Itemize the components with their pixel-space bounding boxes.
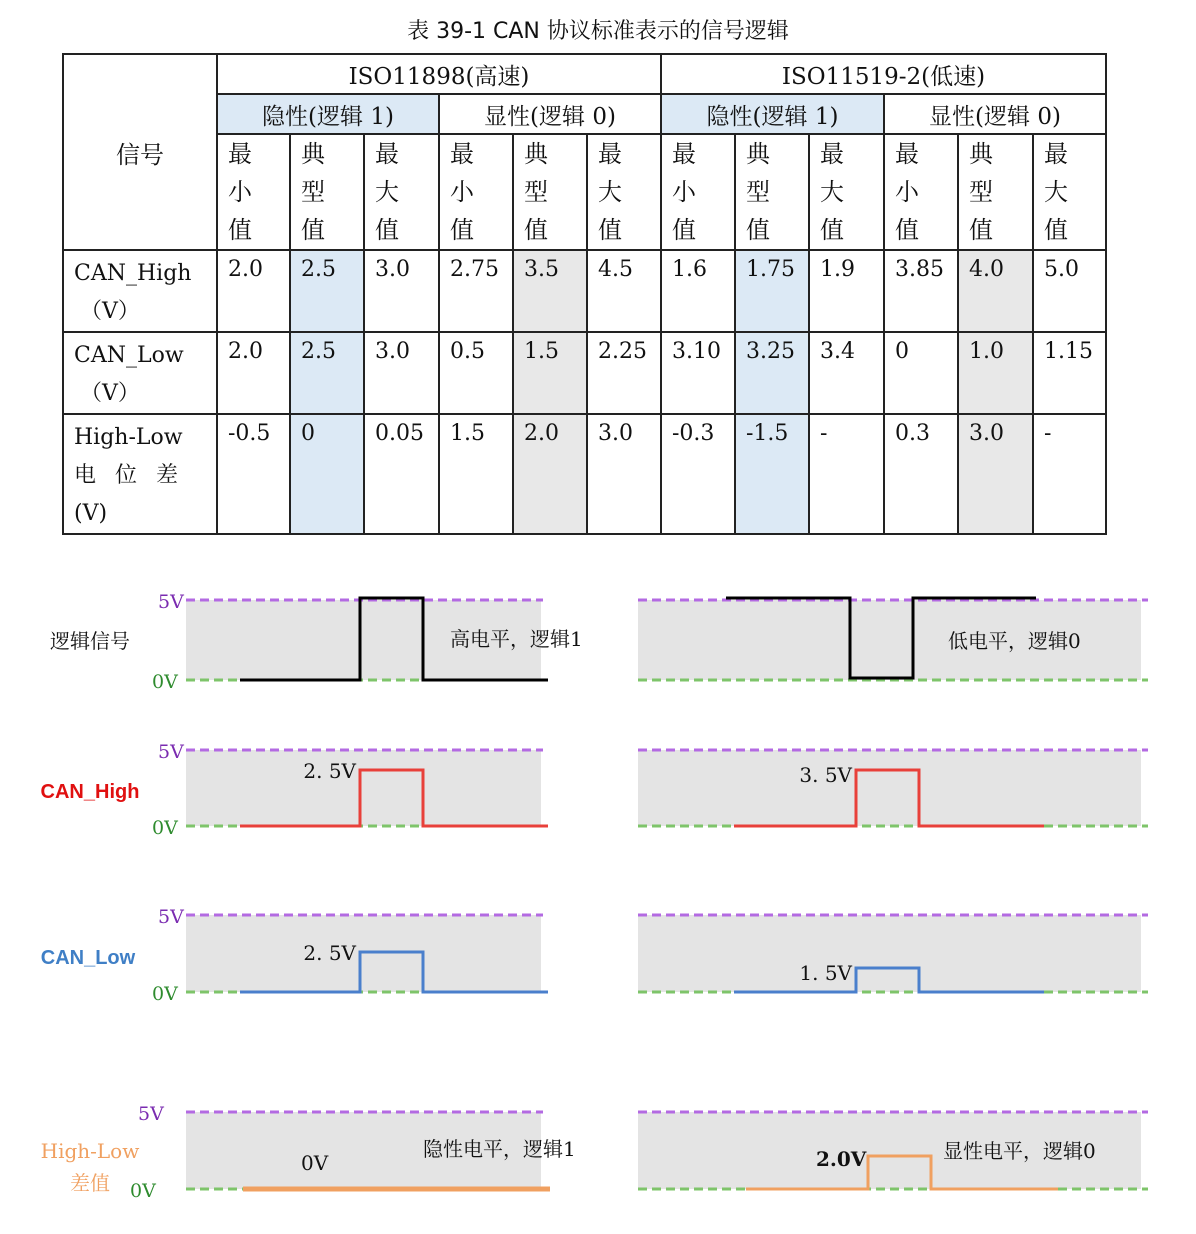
table-cell: 0 bbox=[884, 332, 958, 414]
table-cell: 1.0 bbox=[958, 332, 1033, 414]
table-cell: 2.75 bbox=[439, 250, 513, 332]
stat-char: 值 bbox=[375, 216, 399, 244]
row-label bbox=[63, 250, 217, 332]
stat-char: 值 bbox=[1044, 216, 1068, 244]
stat-char: 大 bbox=[1044, 178, 1068, 206]
left-band bbox=[186, 750, 541, 826]
stat-char: 值 bbox=[524, 216, 548, 244]
row-label bbox=[63, 332, 217, 414]
stat-char: 最 bbox=[820, 140, 844, 168]
stat-char: 型 bbox=[301, 178, 325, 206]
stat-header-0-0 bbox=[217, 134, 290, 250]
stat-char: 型 bbox=[969, 178, 993, 206]
row-label-line: （V） bbox=[80, 381, 140, 406]
stat-char: 值 bbox=[450, 216, 474, 244]
table-cell: 3.25 bbox=[735, 332, 809, 414]
right-note: 显性电平，逻辑0 bbox=[943, 1139, 1096, 1163]
table-cell: -0.5 bbox=[217, 414, 290, 534]
zero-volt-label: 0V bbox=[152, 983, 178, 1005]
right-level: 1. 5V bbox=[799, 961, 852, 985]
stat-char: 最 bbox=[228, 140, 252, 168]
table-cell: 3.10 bbox=[661, 332, 735, 414]
left-level: 0V bbox=[301, 1151, 329, 1175]
table-row bbox=[63, 332, 1106, 414]
stat-char: 小 bbox=[228, 178, 252, 206]
left-level: 2. 5V bbox=[303, 759, 356, 783]
table-cell: 0 bbox=[290, 414, 364, 534]
row-label-line: CAN_High bbox=[74, 261, 192, 286]
row-name-can-high: CAN_High bbox=[40, 781, 140, 803]
row-label-line: 电 位 差 bbox=[74, 463, 184, 488]
table-cell: 3.4 bbox=[809, 332, 884, 414]
table-cell: 3.0 bbox=[587, 414, 661, 534]
level-recessive-high-speed: 隐性(逻辑 1) bbox=[217, 94, 439, 134]
table-row bbox=[63, 250, 1106, 332]
table-cell: 5.0 bbox=[1033, 250, 1106, 332]
table-cell: 2.5 bbox=[290, 332, 364, 414]
stat-char: 值 bbox=[746, 216, 770, 244]
row-name-diff: 差值 bbox=[70, 1171, 110, 1195]
level-dominant-high-speed: 显性(逻辑 0) bbox=[439, 94, 661, 134]
table-cell: 1.15 bbox=[1033, 332, 1106, 414]
stat-char: 小 bbox=[450, 178, 474, 206]
left-note: 高电平，逻辑1 bbox=[450, 627, 583, 651]
stat-char: 典 bbox=[301, 140, 325, 168]
stat-header-2-1 bbox=[735, 134, 809, 250]
stat-char: 型 bbox=[746, 178, 770, 206]
stat-char: 值 bbox=[598, 216, 622, 244]
stat-char: 大 bbox=[820, 178, 844, 206]
stat-char: 值 bbox=[228, 216, 252, 244]
stat-char: 大 bbox=[375, 178, 399, 206]
right-level: 3. 5V bbox=[799, 763, 852, 787]
zero-volt-label: 0V bbox=[130, 1180, 156, 1202]
stat-char: 小 bbox=[895, 178, 919, 206]
stat-header-0-1 bbox=[290, 134, 364, 250]
right-note: 低电平，逻辑0 bbox=[948, 629, 1081, 653]
stat-char: 典 bbox=[746, 140, 770, 168]
table-cell: 1.9 bbox=[809, 250, 884, 332]
table-cell: 4.5 bbox=[587, 250, 661, 332]
right-band bbox=[638, 750, 1141, 826]
table-cell: 2.25 bbox=[587, 332, 661, 414]
table-cell: - bbox=[809, 414, 884, 534]
row-label-line: (V) bbox=[74, 501, 108, 526]
table-cell: 1.6 bbox=[661, 250, 735, 332]
table-cell: 1.5 bbox=[513, 332, 587, 414]
right-band bbox=[638, 915, 1141, 992]
row-label-line: High-Low bbox=[74, 425, 183, 450]
left-level: 2. 5V bbox=[303, 941, 356, 965]
right-level: 2.0V bbox=[816, 1147, 867, 1171]
table-cell: 2.5 bbox=[290, 250, 364, 332]
five-volt-label: 5V bbox=[158, 906, 184, 928]
table-cell: 1.5 bbox=[439, 414, 513, 534]
table-cell: 3.5 bbox=[513, 250, 587, 332]
stat-char: 值 bbox=[820, 216, 844, 244]
stat-header-0-2 bbox=[364, 134, 439, 250]
stat-header-3-0 bbox=[884, 134, 958, 250]
table-cell: 3.85 bbox=[884, 250, 958, 332]
zero-volt-label: 0V bbox=[152, 671, 178, 693]
left-note: 隐性电平，逻辑1 bbox=[423, 1137, 576, 1161]
stat-char: 值 bbox=[672, 216, 696, 244]
table-cell: 3.0 bbox=[958, 414, 1033, 534]
stat-char: 最 bbox=[1044, 140, 1068, 168]
stat-header-1-1 bbox=[513, 134, 587, 250]
row-label bbox=[63, 414, 217, 534]
row-name-logic: 逻辑信号 bbox=[50, 629, 130, 653]
five-volt-label: 5V bbox=[158, 591, 184, 613]
signal-header: 信号 bbox=[63, 54, 217, 250]
stats-header-row bbox=[63, 134, 1106, 250]
table-cell: 2.0 bbox=[513, 414, 587, 534]
table-body bbox=[63, 250, 1106, 534]
can-waveform-diagram bbox=[18, 570, 1158, 1220]
zero-volt-label: 0V bbox=[152, 817, 178, 839]
stat-char: 典 bbox=[969, 140, 993, 168]
level-dominant-low-speed: 显性(逻辑 0) bbox=[884, 94, 1106, 134]
five-volt-label: 5V bbox=[138, 1103, 164, 1125]
can-signal-logic-table bbox=[62, 53, 1107, 535]
table-cell: 1.75 bbox=[735, 250, 809, 332]
table-cell: 3.0 bbox=[364, 250, 439, 332]
table-caption: 表 39-1 CAN 协议标准表示的信号逻辑 bbox=[407, 19, 789, 44]
table-cell: 3.0 bbox=[364, 332, 439, 414]
table-cell: -1.5 bbox=[735, 414, 809, 534]
row-name-can-low: CAN_Low bbox=[40, 947, 136, 969]
standard-iso11519: ISO11519-2(低速) bbox=[661, 54, 1106, 94]
table-cell: 0.05 bbox=[364, 414, 439, 534]
stat-char: 典 bbox=[524, 140, 548, 168]
level-recessive-low-speed: 隐性(逻辑 1) bbox=[661, 94, 884, 134]
stat-char: 值 bbox=[895, 216, 919, 244]
stat-char: 最 bbox=[672, 140, 696, 168]
stat-header-3-1 bbox=[958, 134, 1033, 250]
standard-iso11898: ISO11898(高速) bbox=[217, 54, 661, 94]
stat-header-1-2 bbox=[587, 134, 661, 250]
row-label-line: CAN_Low bbox=[74, 343, 184, 368]
table-cell: 2.0 bbox=[217, 250, 290, 332]
stat-char: 值 bbox=[969, 216, 993, 244]
stat-char: 值 bbox=[301, 216, 325, 244]
row-name-high-low: High-Low bbox=[40, 1139, 140, 1163]
row-label-line: （V） bbox=[80, 299, 140, 324]
stat-char: 小 bbox=[672, 178, 696, 206]
stat-char: 大 bbox=[598, 178, 622, 206]
stat-char: 最 bbox=[598, 140, 622, 168]
stat-char: 最 bbox=[895, 140, 919, 168]
stat-header-2-2 bbox=[809, 134, 884, 250]
table-cell: -0.3 bbox=[661, 414, 735, 534]
table-cell: 4.0 bbox=[958, 250, 1033, 332]
stat-char: 最 bbox=[450, 140, 474, 168]
stat-char: 最 bbox=[375, 140, 399, 168]
stat-header-3-2 bbox=[1033, 134, 1106, 250]
table-cell: - bbox=[1033, 414, 1106, 534]
table-cell: 0.3 bbox=[884, 414, 958, 534]
stat-char: 型 bbox=[524, 178, 548, 206]
table-cell: 2.0 bbox=[217, 332, 290, 414]
stat-header-2-0 bbox=[661, 134, 735, 250]
five-volt-label: 5V bbox=[158, 741, 184, 763]
stat-header-1-0 bbox=[439, 134, 513, 250]
table-cell: 0.5 bbox=[439, 332, 513, 414]
table-row bbox=[63, 414, 1106, 534]
